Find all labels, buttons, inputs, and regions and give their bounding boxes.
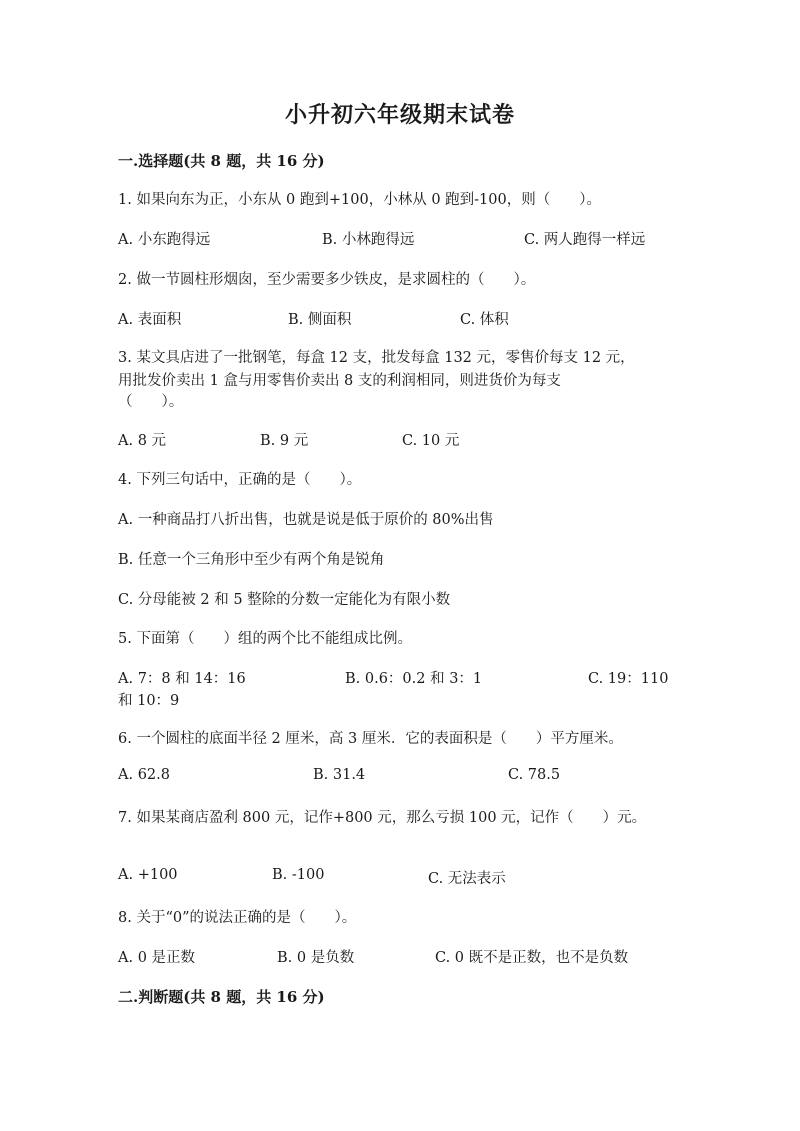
question-6-option-c: C. 78.5	[508, 767, 561, 783]
question-6-option-b: B. 31.4	[313, 767, 366, 783]
question-4: 4. 下列三句话中，正确的是（ ）。	[118, 472, 362, 488]
question-3-line-3: （ ）。	[118, 394, 184, 410]
question-5-option-a-continued: 和 10：9	[118, 693, 180, 709]
question-1-option-a: A. 小东跑得远	[118, 232, 211, 248]
section-heading-choice: 一.选择题(共 8 题，共 16 分)	[118, 152, 325, 170]
question-3-option-c: C. 10 元	[402, 433, 460, 449]
question-7-option-a: A. +100	[118, 867, 178, 883]
question-1: 1. 如果向东为正，小东从 0 跑到+100，小林从 0 跑到-100，则（ ）。	[118, 192, 601, 208]
question-8: 8. 关于“0”的说法正确的是（ ）。	[118, 910, 357, 926]
question-3-line-1: 3. 某文具店进了一批钢笔，每盒 12 支，批发每盒 132 元，零售价每支 12 元，	[118, 350, 635, 366]
question-2-option-a: A. 表面积	[118, 312, 182, 328]
question-5-option-a: A. 7：8 和 14：16	[118, 671, 246, 687]
section-heading-judgement: 二.判断题(共 8 题，共 16 分)	[118, 988, 325, 1006]
page-title: 小升初六年级期末试卷	[284, 102, 515, 128]
question-5-option-b: B. 0.6：0.2 和 3：1	[345, 671, 483, 687]
question-6: 6. 一个圆柱的底面半径 2 厘米，高 3 厘米．它的表面积是（ ）平方厘米。	[118, 731, 623, 747]
question-2-option-c: C. 体积	[460, 312, 509, 328]
question-7-option-b: B. -100	[272, 867, 325, 883]
question-5: 5. 下面第（ ）组的两个比不能组成比例。	[118, 631, 412, 647]
question-8-option-b: B. 0 是负数	[277, 950, 355, 966]
question-3-line-2: 用批发价卖出 1 盒与用零售价卖出 8 支的利润相同，则进货价为每支	[118, 373, 561, 389]
question-2-option-b: B. 侧面积	[288, 312, 352, 328]
question-8-option-a: A. 0 是正数	[118, 950, 196, 966]
question-7: 7. 如果某商店盈利 800 元，记作+800 元，那么亏损 100 元，记作（ ）元。	[118, 810, 647, 826]
question-4-option-b: B. 任意一个三角形中至少有两个角是锐角	[118, 552, 385, 568]
question-1-option-b: B. 小林跑得远	[322, 232, 415, 248]
question-6-option-a: A. 62.8	[118, 767, 170, 783]
question-4-option-a: A. 一种商品打八折出售，也就是说是低于原价的 80%出售	[118, 512, 494, 528]
question-3-option-a: A. 8 元	[118, 433, 167, 449]
question-3-option-b: B. 9 元	[260, 433, 309, 449]
question-1-option-c: C. 两人跑得一样远	[524, 232, 646, 248]
question-5-option-c: C. 19：110	[588, 671, 669, 687]
question-4-option-c: C. 分母能被 2 和 5 整除的分数一定能化为有限小数	[118, 592, 451, 608]
question-8-option-c: C. 0 既不是正数，也不是负数	[435, 950, 629, 966]
question-2: 2. 做一节圆柱形烟囱，至少需要多少铁皮，是求圆柱的（ ）。	[118, 272, 536, 288]
question-7-option-c: C. 无法表示	[428, 871, 506, 887]
